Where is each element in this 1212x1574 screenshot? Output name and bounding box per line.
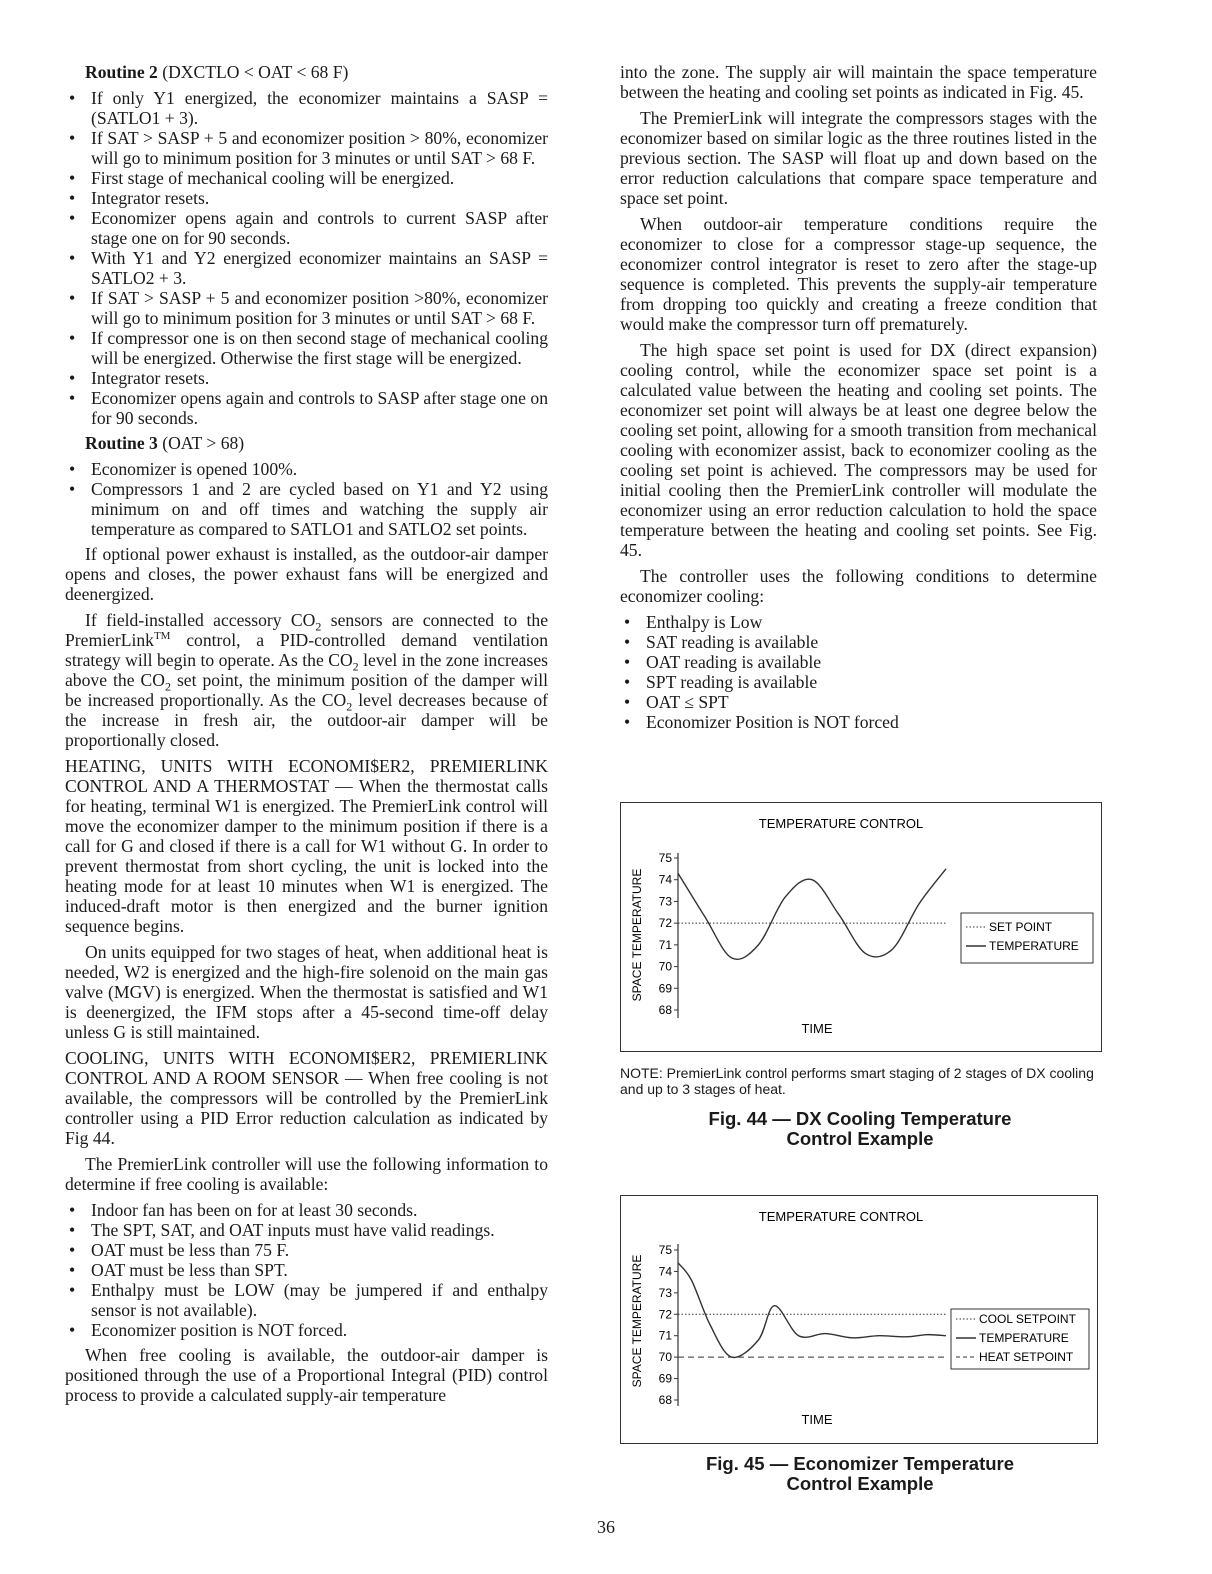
y-tick-label: 69 xyxy=(658,981,672,996)
y-tick-label: 68 xyxy=(658,1393,672,1407)
list-item: • Enthalpy must be LOW (may be jumpered if and enthalpy sensor is not available). xyxy=(65,1280,548,1320)
cooling-paragraph: COOLING, UNITS WITH ECONOMI$ER2, PREMIERLINK CONTROL AND A ROOM SENSOR — When free cooling is not available, the compressors will be controlled by the PremierLink controller using a PID Error reduction calculation as indicated by Fig 44. xyxy=(65,1048,548,1148)
figure-44-chart xyxy=(620,802,1102,1052)
list-item: • First stage of mechanical cooling will be energized. xyxy=(65,168,548,188)
free-cooling-list xyxy=(65,1200,548,1340)
x-axis-label: TIME xyxy=(801,1412,833,1427)
info-paragraph: The PremierLink controller will use the following information to determine if free cooling is available: xyxy=(65,1154,548,1194)
list-item: • OAT ≤ SPT xyxy=(620,692,1097,712)
integrate-paragraph: The PremierLink will integrate the compressors stages with the economizer based on similar logic as the three routines listed in the previous section. The SASP will float up and down based on the error reduction calculations that compare space temperature and space set point. xyxy=(620,108,1097,208)
list-item: • Enthalpy is Low xyxy=(620,612,1097,632)
exhaust-paragraph: If optional power exhaust is installed, as the outdoor-air damper opens and closes, the power exhaust fans will be energized and deenergized. xyxy=(65,544,548,604)
two-stage-paragraph: On units equipped for two stages of heat, when additional heat is needed, W2 is energized and the high-fire solenoid on the main gas valve (MGV) is energized. When the thermostat is satisfied and W1 is deenergized, the IFM stops after a 45-second time-off delay unless G is still maintained. xyxy=(65,942,548,1042)
list-item: • Economizer opens again and controls to SASP after stage one on for 90 seconds. xyxy=(65,388,548,428)
legend-heat-label: HEAT SETPOINT xyxy=(979,1350,1074,1364)
outdoor-air-paragraph: When outdoor-air temperature conditions require the economizer to close for a compressor stage-up sequence, the economizer control integrator is reset to zero after the stage-up sequence is completed. This prevents the supply-air temperature from dropping too quickly and creating a freeze condition that would make the compressor turn off prematurely. xyxy=(620,214,1097,334)
high-setpoint-paragraph: The high space set point is used for DX (direct expansion) cooling control, while the economizer space set point is a calculated value between the heating and cooling set points. The economizer set point will always be at least one degree below the cooling set point, allowing for a smooth transition from mechanical cooling with economizer assist, back to economizer cooling as the cooling set point is achieved. The compressors may be used for initial cooling then the PremierLink controller will modulate the economizer using an error reduction calculation to hold the space temperature between the heating and cooling set points. See Fig. 45. xyxy=(620,340,1097,560)
chart-title: TEMPERATURE CONTROL xyxy=(758,1209,924,1224)
page-number: 36 xyxy=(597,1517,615,1537)
economizer-conditions-list xyxy=(620,612,1097,732)
list-item: • Economizer is opened 100%. xyxy=(65,459,548,479)
y-tick-label: 69 xyxy=(658,1371,672,1386)
y-tick-label: 73 xyxy=(658,1285,672,1300)
y-tick-label: 74 xyxy=(658,872,672,887)
y-tick-label: 75 xyxy=(658,851,672,865)
list-item: • OAT reading is available xyxy=(620,652,1097,672)
list-item: • OAT must be less than 75 F. xyxy=(65,1240,548,1260)
list-item: • Compressors 1 and 2 are cycled based on Y1 and Y2 using minimum on and off times and watching the supply air temperature as compared to SATLO1 and SATLO2 set points. xyxy=(65,479,548,539)
temperature-line xyxy=(678,869,946,959)
list-item: • Economizer opens again and controls to current SASP after stage one on for 90 seconds. xyxy=(65,208,548,248)
routine2-heading: Routine 2 (DXCTLO < OAT < 68 F) xyxy=(85,62,349,82)
right-column xyxy=(620,62,1097,737)
list-item: • With Y1 and Y2 energized economizer maintains an SASP = SATLO2 + 3. xyxy=(65,248,548,288)
fig44-svg xyxy=(621,803,1101,1051)
list-item: • Economizer position is NOT forced. xyxy=(65,1320,548,1340)
y-axis-label: SPACE TEMPERATURE xyxy=(630,1254,644,1388)
list-item: • Integrator resets. xyxy=(65,368,548,388)
into-zone-paragraph: into the zone. The supply air will maintain the space temperature between the heating and cooling set points as indicated in Fig. 45. xyxy=(620,62,1097,102)
list-item: • The SPT, SAT, and OAT inputs must have valid readings. xyxy=(65,1220,548,1240)
controller-paragraph: The controller uses the following conditions to determine economizer cooling: xyxy=(620,566,1097,606)
co2-paragraph: If field-installed accessory $CO_2$ sensors are connected to the PremierLink™ control, a PID-controlled demand ventilation strategy will begin to operate. As the $CO_2$ level in the zone increases above the $CO_2$ set point, the minimum position of the damper will be increased proportionally. As the $CO_2$ level decreases because of the increase in fresh air, the outdoor-air damper will be proportionally closed. xyxy=(65,610,548,750)
heating-paragraph: HEATING, UNITS WITH ECONOMI$ER2, PREMIERLINK CONTROL AND A THERMOSTAT — When the thermostat calls for heating, terminal W1 is energized. The PremierLink control will move the economizer damper to the minimum position if there is a call for G and closed if there is a call for W1 without G. In order to prevent thermostat from short cycling, the unit is locked into the heating mode for at least 10 minutes when W1 is energized. The induced-draft motor is then energized and the burner ignition sequence begins. xyxy=(65,756,548,936)
list-item: • If compressor one is on then second stage of mechanical cooling will be energized. Otherwise the first stage will be energized. xyxy=(65,328,548,368)
list-item: • If SAT > SASP + 5 and economizer position >80%, economizer will go to minimum position for 3 minutes or until SAT > 68 F. xyxy=(65,288,548,328)
y-tick-label: 68 xyxy=(658,1003,672,1017)
figure-45-caption: Fig. 45 — Economizer Temperature Control Example xyxy=(705,1453,1015,1494)
list-item: • SPT reading is available xyxy=(620,672,1097,692)
figure-44-note: NOTE: PremierLink control performs smart staging of 2 stages of DX cooling and up to 3 stages of heat. xyxy=(620,1065,1094,1097)
list-item: • If only Y1 energized, the economizer maintains a SASP = (SATLO1 + 3). xyxy=(65,88,548,128)
list-item: • SAT reading is available xyxy=(620,632,1097,652)
y-ticks xyxy=(659,851,678,1017)
y-tick-label: 72 xyxy=(658,916,672,931)
figure-45-chart xyxy=(620,1195,1098,1444)
y-tick-label: 70 xyxy=(658,959,672,974)
figure-44-caption: Fig. 44 — DX Cooling Temperature Control Example xyxy=(708,1108,1012,1149)
y-tick-label: 71 xyxy=(658,1328,672,1343)
y-tick-label: 70 xyxy=(658,1350,672,1365)
y-ticks xyxy=(659,1243,678,1407)
list-item: • OAT must be less than SPT. xyxy=(65,1260,548,1280)
list-item: • Economizer Position is NOT forced xyxy=(620,712,1097,732)
legend-temperature-label: TEMPERATURE xyxy=(989,939,1079,953)
y-tick-label: 72 xyxy=(658,1307,672,1322)
free-cooling-paragraph: When free cooling is available, the outdoor-air damper is positioned through the use of a Proportional Integral (PID) control process to provide a calculated supply-air temperature xyxy=(65,1345,548,1405)
y-axis-label: SPACE TEMPERATURE xyxy=(630,868,644,1002)
list-item: • If SAT > SASP + 5 and economizer position > 80%, economizer will go to minimum position for 3 minutes or until SAT > 68 F. xyxy=(65,128,548,168)
chart-title: TEMPERATURE CONTROL xyxy=(758,816,924,831)
y-tick-label: 74 xyxy=(658,1264,672,1279)
legend-setpoint-label: SET POINT xyxy=(989,920,1053,934)
fig45-svg xyxy=(621,1196,1097,1443)
x-axis-label: TIME xyxy=(801,1021,833,1036)
temperature-line xyxy=(678,1263,946,1358)
list-item: • Integrator resets. xyxy=(65,188,548,208)
routine2-list xyxy=(65,88,548,428)
left-column xyxy=(65,62,548,1411)
legend-temperature-label: TEMPERATURE xyxy=(979,1331,1069,1345)
routine3-list xyxy=(65,459,548,539)
y-tick-label: 73 xyxy=(658,894,672,909)
list-item: • Indoor fan has been on for at least 30 seconds. xyxy=(65,1200,548,1220)
routine3-heading: Routine 3 (OAT > 68) xyxy=(85,433,245,453)
y-tick-label: 75 xyxy=(658,1243,672,1257)
y-tick-label: 71 xyxy=(658,937,672,952)
legend-cool-label: COOL SETPOINT xyxy=(979,1312,1076,1326)
